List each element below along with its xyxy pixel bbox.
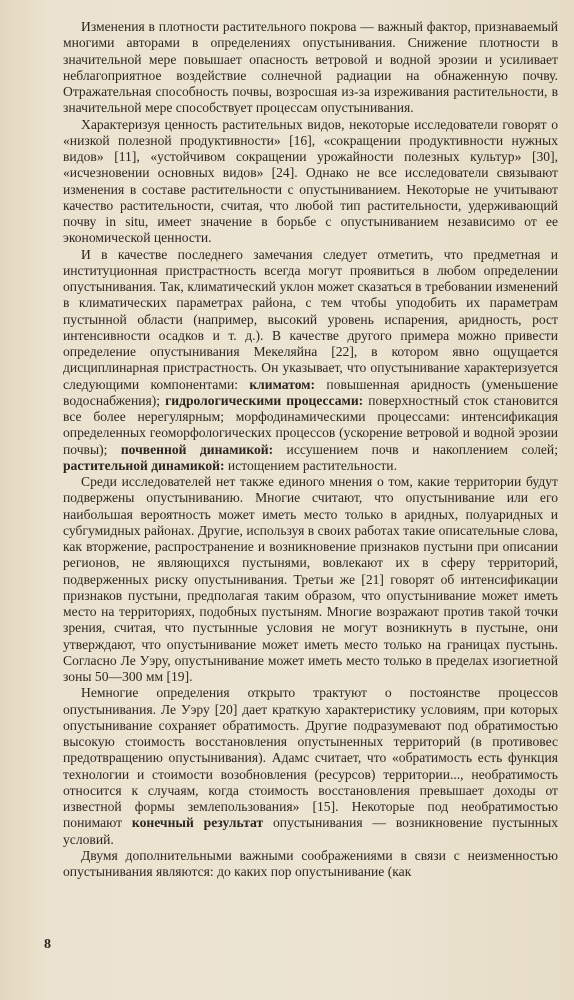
text-run: Двумя дополнительными важными соображениями в связи с неизменностью опустынивания являются: до каких пор опустынивание (как — [63, 847, 558, 879]
paragraph — [63, 848, 558, 881]
text-run: Среди исследователей нет также единого мнения о том, какие территории будут подвержены опустыниванию. Многие считают, что опустынивание или его наибольшая вероятность может иметь место только в аридных, полуаридных и субгумидных районах. Другие, используя в своих работах такие описательные слова, как вторжение, распространение и возникновение признаков пустыни при описании регионов, не являющихся пустынями, вовлекают их в сферу территорий, подверженных риску опустынивания. Третьи же [21] говорят об интенсификации признаков пустыни, предполагая таким образом, что опустынивание может иметь место на территориях, подобных пустыням. Многие возражают против такой точки зрения, считая, что пустынные условия не могут возникнуть в пустыне, они утверждают, что опустынивание может иметь место только на границах пустынь. Согласно Ле Уэру, опустынивание может иметь место только в пределах изогиетной зоны 50—300 мм [19]. — [63, 474, 558, 684]
text-run: Характеризуя ценность растительных видов, некоторые исследователи говорят о «низкой полезной продуктивности» [16], «сокращении продуктивности нужных видов» [11], «устойчивом сокращении урожайности полезных культур» [30], «исчезновении основных видов» [24]. Однако не все исследователи связывают изменения в составе растительности с опустыниванием. Некоторые не учитывают качество растительности, считая, что любой тип растительности, удерживающий почву in situ, имеет значение в борьбе с опустыниванием независимо от ее экономической ценности. — [63, 116, 558, 246]
paragraph — [63, 685, 558, 848]
paragraph — [63, 474, 558, 685]
bold-term: конечный результат — [131, 815, 264, 831]
text-run: Изменения в плотности растительного покрова — важный фактор, признаваемый многими авторами в определениях опустынивания. Снижение плотности в значительной мере повышает опасность ветровой и водной эрозии и усиливает неблагоприятное воздействие солнечной радиации на обнаженную почву. Отражательная способность почвы, возросшая из-за изреживания растительности, в значительной мере способствует процессам опустынивания. — [63, 19, 558, 116]
text-run: иссушением почв и накоплением солей; — [273, 441, 558, 457]
bold-term: растительной динамикой: — [63, 457, 225, 473]
text-run: опустынивания — возникновение пустынных условий. — [63, 815, 559, 847]
bold-term: почвенной динамикой: — [120, 441, 274, 457]
text-run: поверхностный сток становится все более нерегулярным; морфодинамическими процессами: интенсификация определенных геоморфологических процессов (ускорение ветровой и водной эрозии почвы); — [63, 392, 558, 457]
bold-term: климатом: — [249, 376, 316, 392]
paragraph — [63, 117, 558, 247]
text-run: истощением растительности. — [224, 457, 397, 473]
bold-term: гидрологическими процессами: — [165, 392, 364, 408]
text-run: И в качестве последнего замечания следует отметить, что предметная и институционная пристрастность всегда могут проявиться в любом определении опустынивания. Так, климатический уклон может сказаться в требовании изменений в климатических параметрах района, с тем чтобы уподобить их параметрам пустынной области (например, высокий уровень испарения, аридность, рост интенсивности осадков и т. д.). В качестве другого примера можно привести определение опустынивания Мекеляйна [22], в котором явно ощущается дисциплинарная пристрастность. Он указывает, что опустынивание характеризуется следующими компонентами: — [63, 246, 558, 392]
page-number: 8 — [44, 937, 51, 952]
text-run: Немногие определения открыто трактуют о постоянстве процессов опустынивания. Ле Уэру [20] дает краткую характеристику условиям, при которых опустынивание сохраняет обратимость. Другие подразумевают под обратимостью высокую стоимость восстановления опустыненных территорий (в противовес предотвращению опустынивания). Адамс считает, что «обратимость есть функция технологии и стоимости возобновления (ресурсов) территории..., необратимость относится к случаям, когда стоимость восстановления превышает доходы от известной формы землепользования» [15]. Некоторые под необратимостью понимают — [63, 685, 558, 831]
paragraph — [63, 19, 558, 117]
paragraph — [63, 247, 558, 475]
text-run: повышенная аридность (уменьшение водоснабжения); — [63, 376, 558, 408]
body-text — [63, 19, 558, 880]
